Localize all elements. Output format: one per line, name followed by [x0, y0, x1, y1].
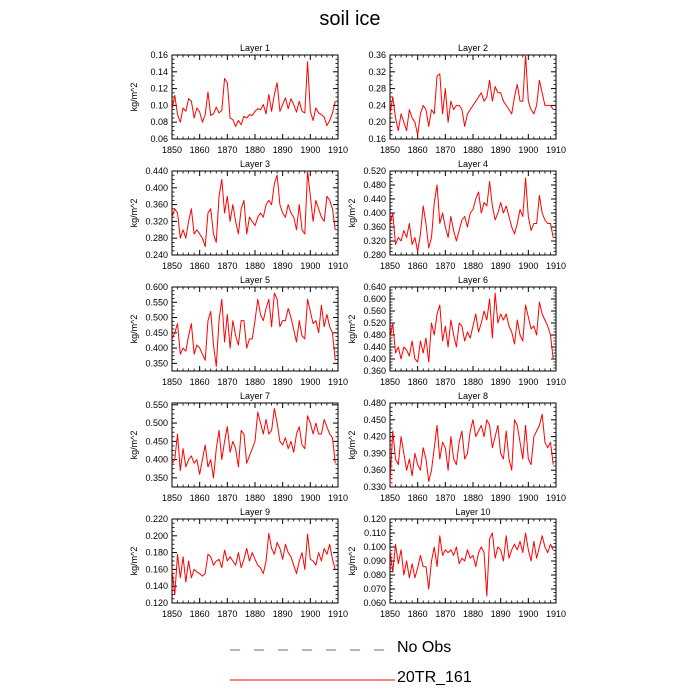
- x-tick-label: 1900: [518, 261, 539, 271]
- x-tick-label: 1890: [490, 145, 511, 155]
- x-tick-label: 1900: [300, 493, 321, 503]
- x-tick-label: 1900: [518, 609, 539, 619]
- panel-title-layer-10: Layer 10: [455, 507, 491, 517]
- x-tick-label: 1850: [161, 261, 183, 271]
- y-tick-label: 0.400: [363, 208, 386, 218]
- y-tick-label: 0.200: [145, 530, 168, 541]
- x-tick-label: 1850: [379, 145, 401, 155]
- y-tick-label: 0.500: [145, 312, 168, 323]
- x-tick-label: 1890: [272, 493, 293, 503]
- x-tick-label: 1860: [407, 377, 428, 387]
- plot-frame-layer-7: [172, 403, 338, 487]
- series-line-layer-9: [172, 533, 335, 594]
- y-axis-label-layer-5: kg/m^2: [129, 314, 139, 344]
- y-tick-label: 0.12: [150, 83, 168, 94]
- x-tick-label: 1870: [435, 609, 456, 619]
- y-tick-label: 0.090: [363, 556, 386, 566]
- y-tick-label: 0.450: [363, 414, 386, 425]
- x-tick-label: 1910: [545, 377, 567, 387]
- y-tick-label: 0.120: [363, 514, 386, 524]
- panel-title-layer-3: Layer 3: [239, 159, 271, 169]
- y-tick-label: 0.400: [363, 354, 386, 364]
- y-tick-label: 0.550: [145, 399, 168, 410]
- x-tick-label: 1860: [407, 145, 428, 155]
- series-line-layer-8: [390, 414, 553, 484]
- panel-title-layer-7: Layer 7: [239, 391, 271, 401]
- y-tick-label: 0.520: [363, 166, 386, 176]
- x-tick-label: 1900: [518, 377, 539, 387]
- y-tick-label: 0.320: [145, 216, 168, 227]
- plot-frame-layer-2: [390, 55, 556, 139]
- plot-frame-layer-1: [172, 55, 338, 139]
- series-line-layer-3: [172, 171, 335, 247]
- x-tick-label: 1860: [407, 261, 428, 271]
- x-tick-label: 1860: [189, 145, 210, 155]
- y-tick-label: 0.600: [363, 294, 386, 304]
- x-tick-label: 1880: [244, 261, 266, 271]
- panel-title-layer-1: Layer 1: [239, 43, 271, 53]
- x-tick-label: 1870: [217, 377, 238, 387]
- x-tick-label: 1870: [217, 609, 238, 619]
- legend-label-20tr-161: 20TR_161: [397, 669, 472, 686]
- x-tick-label: 1900: [518, 145, 539, 155]
- figure-title: soil ice: [319, 8, 381, 30]
- y-tick-label: 0.360: [363, 222, 386, 232]
- series-line-layer-2: [390, 55, 553, 135]
- y-tick-label: 0.440: [363, 194, 386, 204]
- x-tick-label: 1890: [490, 261, 511, 271]
- x-tick-label: 1860: [189, 493, 210, 503]
- plot-frame-layer-4: [390, 171, 556, 255]
- y-tick-label: 0.440: [363, 342, 386, 352]
- x-tick-label: 1890: [490, 377, 511, 387]
- y-axis-label-layer-9: kg/m^2: [129, 546, 139, 576]
- x-tick-label: 1880: [462, 493, 484, 503]
- plot-frame-layer-5: [172, 287, 338, 371]
- x-tick-label: 1910: [545, 609, 567, 619]
- y-tick-label: 0.500: [145, 418, 168, 429]
- y-tick-label: 0.28: [368, 83, 386, 94]
- y-tick-label: 0.480: [363, 330, 386, 340]
- y-axis-label-layer-6: kg/m^2: [347, 314, 357, 344]
- x-tick-label: 1910: [545, 145, 567, 155]
- x-tick-label: 1880: [244, 377, 266, 387]
- x-tick-label: 1850: [161, 609, 183, 619]
- x-tick-label: 1910: [327, 145, 349, 155]
- x-tick-label: 1900: [300, 145, 321, 155]
- y-tick-label: 0.060: [363, 598, 386, 608]
- y-tick-label: 0.400: [145, 454, 168, 465]
- x-tick-label: 1870: [217, 145, 238, 155]
- y-tick-label: 0.360: [145, 199, 168, 210]
- y-tick-label: 0.14: [150, 66, 168, 77]
- x-tick-label: 1870: [217, 493, 238, 503]
- series-line-layer-7: [172, 408, 335, 477]
- x-tick-label: 1910: [545, 493, 567, 503]
- y-tick-label: 0.080: [363, 570, 386, 580]
- y-tick-label: 0.440: [145, 166, 168, 176]
- y-tick-label: 0.360: [363, 366, 386, 376]
- x-tick-label: 1850: [161, 493, 183, 503]
- x-tick-label: 1890: [272, 261, 293, 271]
- x-tick-label: 1910: [327, 609, 349, 619]
- y-tick-label: 0.360: [363, 465, 386, 476]
- y-tick-label: 0.400: [145, 182, 168, 193]
- y-tick-label: 0.280: [145, 233, 168, 244]
- panel-title-layer-5: Layer 5: [239, 275, 271, 285]
- y-tick-label: 0.20: [368, 117, 386, 128]
- y-axis-label-layer-1: kg/m^2: [129, 82, 139, 112]
- y-tick-label: 0.180: [145, 547, 168, 558]
- y-tick-label: 0.220: [145, 514, 168, 524]
- y-tick-label: 0.240: [145, 250, 168, 260]
- x-tick-label: 1890: [272, 609, 293, 619]
- panel-title-layer-6: Layer 6: [457, 275, 489, 285]
- x-tick-label: 1880: [244, 145, 266, 155]
- x-tick-label: 1860: [407, 609, 428, 619]
- series-line-layer-4: [390, 178, 553, 252]
- x-tick-label: 1860: [189, 377, 210, 387]
- x-tick-label: 1880: [462, 261, 484, 271]
- x-tick-label: 1880: [244, 493, 266, 503]
- y-tick-label: 0.070: [363, 584, 386, 594]
- x-tick-label: 1850: [379, 609, 401, 619]
- legend-label-no-obs: No Obs: [397, 639, 452, 656]
- series-line-layer-1: [172, 62, 335, 127]
- y-tick-label: 0.520: [363, 318, 386, 328]
- x-tick-label: 1890: [490, 609, 511, 619]
- x-tick-label: 1860: [189, 609, 210, 619]
- y-axis-label-layer-7: kg/m^2: [129, 430, 139, 460]
- x-tick-label: 1880: [244, 609, 266, 619]
- y-axis-label-layer-8: kg/m^2: [347, 430, 357, 460]
- x-tick-label: 1890: [490, 493, 511, 503]
- x-tick-label: 1900: [300, 377, 321, 387]
- x-tick-label: 1870: [435, 493, 456, 503]
- series-line-layer-6: [390, 293, 553, 362]
- x-tick-label: 1850: [161, 377, 183, 387]
- y-tick-label: 0.08: [150, 117, 168, 128]
- x-tick-label: 1890: [272, 377, 293, 387]
- panel-title-layer-2: Layer 2: [457, 43, 489, 53]
- y-tick-label: 0.450: [145, 436, 168, 447]
- y-tick-label: 0.16: [150, 50, 168, 60]
- y-tick-label: 0.480: [363, 180, 386, 190]
- plot-frame-layer-8: [390, 403, 556, 487]
- x-tick-label: 1850: [379, 493, 401, 503]
- y-tick-label: 0.550: [145, 297, 168, 308]
- y-tick-label: 0.480: [363, 398, 386, 408]
- panel-title-layer-9: Layer 9: [239, 507, 271, 517]
- y-axis-label-layer-4: kg/m^2: [347, 198, 357, 228]
- x-tick-label: 1870: [435, 377, 456, 387]
- series-line-layer-10: [390, 533, 553, 596]
- y-axis-label-layer-10: kg/m^2: [347, 546, 357, 576]
- x-tick-label: 1870: [435, 145, 456, 155]
- y-tick-label: 0.10: [150, 100, 168, 111]
- x-tick-label: 1890: [272, 145, 293, 155]
- y-tick-label: 0.330: [363, 482, 386, 492]
- x-tick-label: 1860: [189, 261, 210, 271]
- y-tick-label: 0.24: [368, 100, 386, 111]
- x-tick-label: 1910: [327, 493, 349, 503]
- x-tick-label: 1870: [435, 261, 456, 271]
- y-tick-label: 0.32: [368, 66, 386, 77]
- y-tick-label: 0.160: [145, 564, 168, 575]
- panel-title-layer-8: Layer 8: [457, 391, 489, 401]
- y-tick-label: 0.390: [363, 448, 386, 459]
- y-tick-label: 0.420: [363, 431, 386, 442]
- y-tick-label: 0.16: [368, 134, 386, 144]
- x-tick-label: 1870: [217, 261, 238, 271]
- y-tick-label: 0.320: [363, 236, 386, 246]
- y-axis-label-layer-3: kg/m^2: [129, 198, 139, 228]
- y-tick-label: 0.100: [363, 542, 386, 552]
- x-tick-label: 1880: [462, 609, 484, 619]
- y-tick-label: 0.640: [363, 282, 386, 292]
- x-tick-label: 1900: [300, 609, 321, 619]
- y-tick-label: 0.280: [363, 250, 386, 260]
- y-tick-label: 0.350: [145, 358, 168, 369]
- x-tick-label: 1850: [379, 377, 401, 387]
- x-tick-label: 1900: [518, 493, 539, 503]
- plot-frame-layer-3: [172, 171, 338, 255]
- y-tick-label: 0.36: [368, 50, 386, 60]
- x-tick-label: 1910: [327, 261, 349, 271]
- x-tick-label: 1910: [327, 377, 349, 387]
- x-tick-label: 1880: [462, 145, 484, 155]
- y-tick-label: 0.400: [145, 343, 168, 354]
- y-tick-label: 0.450: [145, 327, 168, 338]
- x-tick-label: 1880: [462, 377, 484, 387]
- y-tick-label: 0.600: [145, 282, 168, 292]
- y-tick-label: 0.140: [145, 581, 168, 592]
- y-tick-label: 0.06: [150, 134, 168, 144]
- x-tick-label: 1860: [407, 493, 428, 503]
- y-tick-label: 0.110: [364, 528, 386, 538]
- x-tick-label: 1900: [300, 261, 321, 271]
- y-tick-label: 0.560: [363, 306, 386, 316]
- y-tick-label: 0.120: [145, 598, 168, 608]
- x-tick-label: 1850: [161, 145, 183, 155]
- panel-title-layer-4: Layer 4: [457, 159, 489, 169]
- x-tick-label: 1850: [379, 261, 401, 271]
- y-tick-label: 0.350: [145, 472, 168, 483]
- series-line-layer-5: [172, 293, 335, 366]
- x-tick-label: 1910: [545, 261, 567, 271]
